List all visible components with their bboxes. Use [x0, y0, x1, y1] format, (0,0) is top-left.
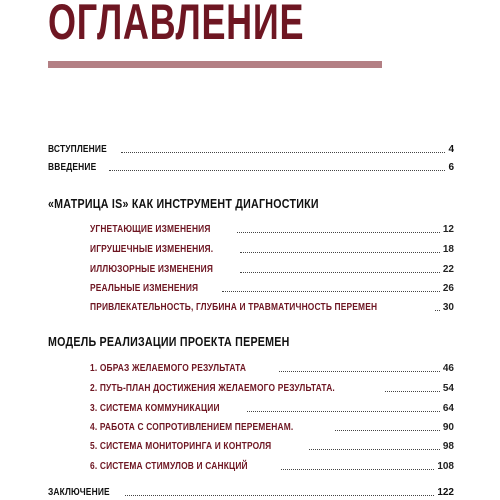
dot-leader	[240, 272, 440, 273]
toc-item-label: 1. ОБРАЗ ЖЕЛАЕМОГО РЕЗУЛЬТАТА	[90, 363, 247, 374]
toc-item[interactable]	[90, 420, 454, 434]
toc-item-page: 6	[448, 162, 454, 173]
dot-leader	[247, 411, 439, 412]
toc-item[interactable]	[90, 439, 454, 453]
toc-item-page: 12	[442, 224, 454, 235]
dot-leader	[222, 291, 440, 292]
toc-item-page: 4	[448, 144, 454, 155]
toc-item[interactable]	[90, 459, 454, 473]
toc-item-introduction[interactable]	[48, 160, 454, 174]
dot-leader	[309, 449, 440, 450]
toc-item[interactable]	[90, 242, 454, 256]
dot-leader	[435, 310, 440, 311]
toc-item-label: 6. СИСТЕМА СТИМУЛОВ И САНКЦИЙ	[90, 461, 248, 472]
toc-item[interactable]	[90, 222, 454, 236]
toc-item-label: РЕАЛЬНЫЕ ИЗМЕНЕНИЯ	[90, 283, 199, 294]
toc-item-page: 18	[442, 244, 454, 255]
toc-item[interactable]	[90, 281, 454, 295]
toc-item[interactable]	[90, 300, 454, 314]
toc-item-label: ИЛЛЮЗОРНЫЕ ИЗМЕНЕНИЯ	[90, 264, 214, 275]
toc-item-label: 5. СИСТЕМА МОНИТОРИНГА И КОНТРОЛЯ	[90, 441, 272, 452]
toc-item-conclusion[interactable]	[48, 485, 454, 499]
page-title: ОГЛАВЛЕНИЕ	[48, 0, 305, 50]
toc-item[interactable]	[90, 361, 454, 375]
toc-item-intro[interactable]	[48, 142, 454, 156]
toc-item-page: 30	[442, 302, 454, 313]
dot-leader	[109, 170, 446, 171]
dot-leader	[385, 391, 440, 392]
toc-item-page: 122	[437, 487, 454, 498]
dot-leader	[335, 430, 440, 431]
toc-item-page: 108	[437, 461, 454, 472]
dot-leader	[240, 252, 440, 253]
dot-leader	[125, 495, 435, 496]
dot-leader	[121, 152, 445, 153]
toc-item-label: 3. СИСТЕМА КОММУНИКАЦИИ	[90, 403, 220, 414]
toc-item[interactable]	[90, 381, 454, 395]
toc-item-label: ВВЕДЕНИЕ	[48, 162, 97, 173]
toc-item-page: 64	[442, 403, 454, 414]
toc-item-label: ИГРУШЕЧНЫЕ ИЗМЕНЕНИЯ.	[90, 244, 214, 255]
toc-item-page: 22	[442, 264, 454, 275]
toc-item-label: ЗАКЛЮЧЕНИЕ	[48, 487, 110, 498]
toc-item[interactable]	[90, 262, 454, 276]
toc-item-label: 4. РАБОТА С СОПРОТИВЛЕНИЕМ ПЕРЕМЕНАМ.	[90, 422, 294, 433]
toc-item-label: ВСТУПЛЕНИЕ	[48, 144, 107, 155]
toc-item-label: УГНЕТАЮЩИЕ ИЗМЕНЕНИЯ	[90, 224, 211, 235]
title-underline	[48, 61, 382, 68]
toc-item-page: 90	[442, 422, 454, 433]
dot-leader	[281, 469, 435, 470]
toc-item-page: 98	[442, 441, 454, 452]
toc-item-page: 46	[442, 363, 454, 374]
dot-leader	[279, 371, 440, 372]
section-heading-model[interactable]: МОДЕЛЬ РЕАЛИЗАЦИИ ПРОЕКТА ПЕРЕМЕН	[48, 334, 290, 349]
toc-item-page: 54	[442, 383, 454, 394]
toc-item-page: 26	[442, 283, 454, 294]
toc-item[interactable]	[90, 401, 454, 415]
toc-item-label: ПРИВЛЕКАТЕЛЬНОСТЬ, ГЛУБИНА И ТРАВМАТИЧНОСТЬ ПЕРЕМЕН	[90, 302, 378, 313]
section-heading-matrix[interactable]: «МАТРИЦА IS» КАК ИНСТРУМЕНТ ДИАГНОСТИКИ	[48, 196, 319, 211]
toc-item-label: 2. ПУТЬ-ПЛАН ДОСТИЖЕНИЯ ЖЕЛАЕМОГО РЕЗУЛЬТАТА.	[90, 383, 335, 394]
dot-leader	[237, 232, 440, 233]
